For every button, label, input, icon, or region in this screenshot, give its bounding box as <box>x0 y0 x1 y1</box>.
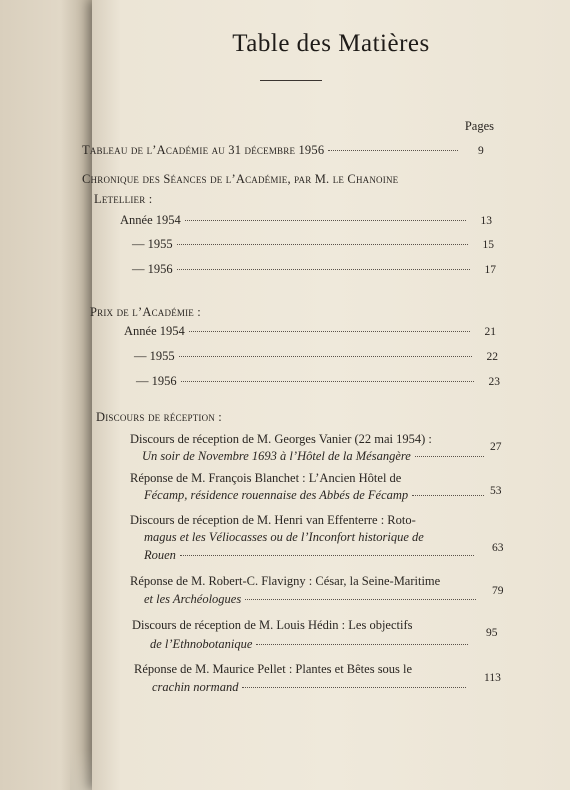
page-number: 9 <box>478 145 484 157</box>
leader-dots <box>242 687 466 688</box>
entry-subtitle: Rouen <box>144 548 176 562</box>
discours-vanier-line1: Discours de réception de M. Georges Vanier (22 mai 1954) : <box>130 432 432 446</box>
entry-subtitle: Un soir de Novembre 1693 à l’Hôtel de la Mésangère <box>142 449 411 463</box>
leader-dots <box>189 331 470 332</box>
entry-subtitle: Fécamp, résidence rouennaise des Abbés de Fécamp <box>144 488 409 502</box>
leader-dots <box>181 381 474 382</box>
toc-subentry-chronique-1954 <box>120 213 492 228</box>
discours-hedin-line1: Discours de réception de M. Louis Hédin : Les objectifs <box>132 618 413 632</box>
toc-heading-prix: Prix de l’Académie : <box>90 305 201 319</box>
page-number: 95 <box>486 627 498 639</box>
leader-dots <box>328 150 458 151</box>
leader-dots <box>177 244 468 245</box>
leader-dots <box>256 644 468 645</box>
page-number: 15 <box>482 239 494 251</box>
leader-dots <box>415 456 484 457</box>
reponse-pellet-line2 <box>152 680 472 695</box>
pages-column-label: Pages <box>464 119 494 133</box>
discours-hedin-line2 <box>150 637 474 652</box>
page-number: 79 <box>492 585 504 597</box>
leader-dots <box>412 495 484 496</box>
toc-entry-text: Tableau de l’Académie au 31 décembre 1956 <box>82 143 325 157</box>
toc-entry-chronique-line2: Letellier : <box>94 192 153 206</box>
toc-subentry-prix-1954 <box>124 324 496 339</box>
page-number: 13 <box>480 215 492 227</box>
page-number: 17 <box>484 264 496 276</box>
leader-dots <box>179 356 472 357</box>
book-page <box>82 0 570 790</box>
reponse-flavigny-line1: Réponse de M. Robert-C. Flavigny : César, la Seine-Maritime <box>130 574 441 588</box>
reponse-blanchet-line1: Réponse de M. François Blanchet : L’Ancien Hôtel de <box>130 471 402 485</box>
year-label: Année 1954 <box>124 324 185 338</box>
toc-subentry-chronique-1955 <box>132 237 494 252</box>
page-number: 113 <box>484 672 501 684</box>
year-label: — 1956 <box>132 262 173 276</box>
leader-dots <box>177 269 470 270</box>
title-rule <box>260 80 322 81</box>
entry-subtitle: de l’Ethnobotanique <box>150 637 253 651</box>
toc-subentry-prix-1956 <box>136 374 500 389</box>
page-number: 63 <box>492 542 504 554</box>
page-number: 53 <box>490 485 502 497</box>
reponse-blanchet-line2 <box>144 488 490 503</box>
year-label: — 1955 <box>132 237 173 251</box>
leader-dots <box>185 220 466 221</box>
leader-dots <box>180 555 474 556</box>
reponse-flavigny-line2 <box>144 592 482 607</box>
discours-effenterre-line3 <box>144 548 480 563</box>
toc-subentry-prix-1955 <box>134 349 498 364</box>
leader-dots <box>245 599 476 600</box>
page-number: 21 <box>484 326 496 338</box>
page-title: Table des Matières <box>232 30 430 57</box>
toc-entry-tableau <box>82 143 484 158</box>
toc-entry-chronique-line1: Chronique des Séances de l’Académie, par M. le Chanoine <box>82 172 399 186</box>
entry-subtitle: crachin normand <box>152 680 239 694</box>
year-label: Année 1954 <box>120 213 181 227</box>
discours-effenterre-line2: magus et les Véliocasses ou de l’Inconfort historique de <box>144 530 424 544</box>
reponse-pellet-line1: Réponse de M. Maurice Pellet : Plantes et Bêtes sous le <box>134 662 413 676</box>
toc-heading-discours: Discours de réception : <box>96 410 222 424</box>
year-label: — 1955 <box>134 349 175 363</box>
discours-effenterre-line1: Discours de réception de M. Henri van Effenterre : Roto- <box>130 513 416 527</box>
discours-vanier-line2 <box>142 449 490 464</box>
entry-subtitle: et les Archéologues <box>144 592 242 606</box>
page-number: 27 <box>490 441 502 453</box>
year-label: — 1956 <box>136 374 177 388</box>
page-number: 23 <box>488 376 500 388</box>
page-number: 22 <box>486 351 498 363</box>
toc-subentry-chronique-1956 <box>132 262 496 277</box>
